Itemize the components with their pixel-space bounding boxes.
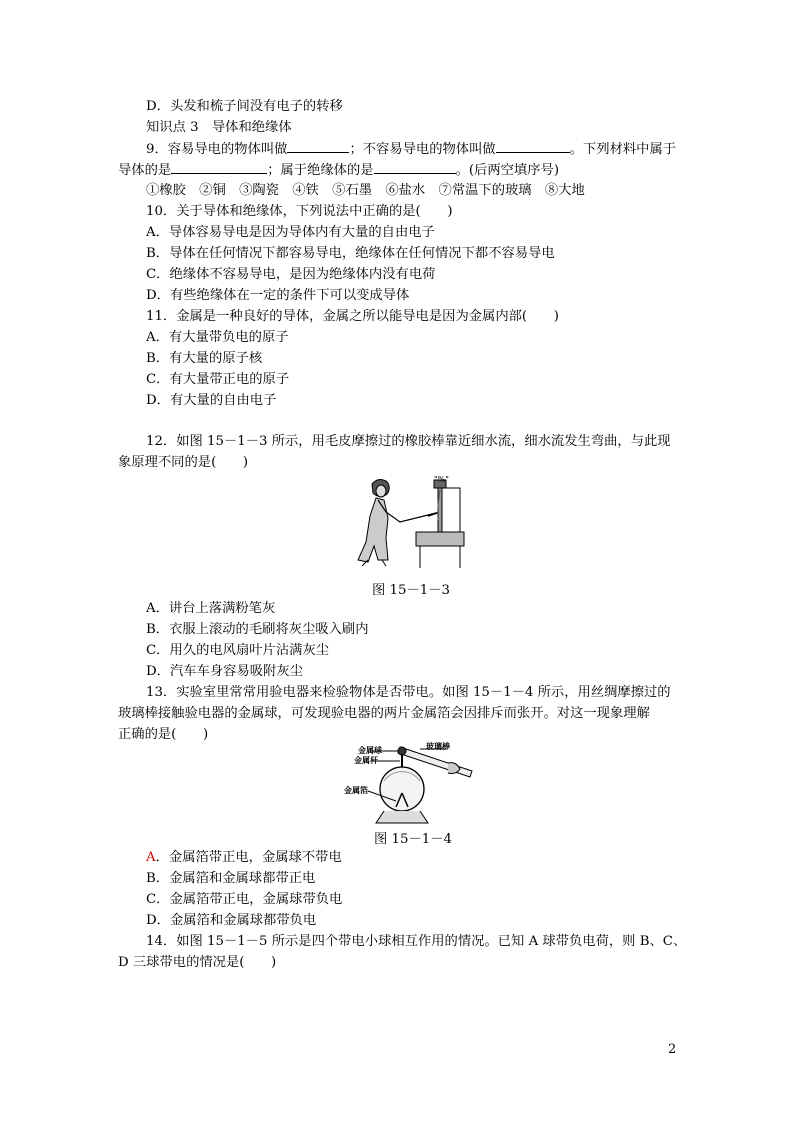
question-10: 10．关于导体和绝缘体，下列说法中正确的是( ): [146, 204, 453, 219]
answer-blank: [374, 159, 456, 174]
option-c: C．有大量带正电的原子: [146, 372, 290, 387]
text: 。(后两空填序号): [455, 163, 560, 178]
text: 。下列材料中属于: [569, 142, 677, 157]
option-letter: A: [146, 850, 156, 865]
option-b: B．导体在任何情况下都容易导电，绝缘体在任何情况下都不容易导电: [146, 246, 555, 261]
figure-electroscope: [344, 741, 480, 827]
label-ball: 金属球: [358, 746, 382, 755]
question-13-line3: 正确的是( ): [118, 727, 209, 742]
option-line: D．头发和梳子间没有电子的转移: [146, 99, 343, 114]
section-heading: 知识点 3 导体和绝缘体: [146, 120, 292, 135]
text: ；不容易导电的物体叫做: [349, 142, 496, 157]
question-13-line2: 玻璃棒接触验电器的金属球，可发现验电器的两片金属箔会因排斥而张开。对这一现象理解: [118, 706, 650, 721]
option-b: B．衣服上滚动的毛刷将灰尘吸入刷内: [146, 622, 369, 637]
text: 9．容易导电的物体叫做: [146, 142, 288, 157]
question-9-line2: [118, 159, 559, 181]
question-12-line1: 12．如图 15－1－3 所示，用毛皮摩擦过的橡胶棒靠近细水流，细水流发生弯曲，与此现: [146, 434, 671, 449]
question-9-line1: [146, 138, 676, 160]
option-a: [146, 847, 342, 868]
option-a: A．导体容易导电是因为导体内有大量的自由电子: [146, 225, 435, 240]
answer-blank: [496, 138, 570, 153]
question-12-line2: 象原理不同的是( ): [118, 455, 249, 470]
label-rod: 金属杆: [354, 756, 378, 765]
option-d: D．有大量的自由电子: [146, 393, 277, 408]
question-14-line2: D 三球带电的情况是( ): [118, 955, 277, 970]
option-d: D．金属箔和金属球都带负电: [146, 913, 317, 928]
option-c: C．绝缘体不容易导电，是因为绝缘体内没有电荷: [146, 267, 436, 282]
label-glass-rod: 玻璃棒: [426, 742, 450, 751]
option-c: C．用久的电风扇叶片沾满灰尘: [146, 643, 330, 658]
answer-blank: [287, 138, 349, 153]
figure-caption: 图 15－1－3: [372, 583, 450, 598]
option-text: ．金属箔带正电，金属球不带电: [155, 850, 342, 865]
text: ；属于绝缘体的是: [267, 163, 374, 178]
option-c: C．金属箔带正电，金属球带负电: [146, 892, 343, 907]
figure-teacher-water-stream: [356, 476, 468, 570]
answer-blank: [171, 159, 267, 174]
option-a: A．讲台上落满粉笔灰: [146, 601, 276, 616]
label-foil: 金属箔: [344, 786, 368, 795]
question-11: 11．金属是一种良好的导体，金属之所以能导电是因为金属内部( ): [146, 309, 559, 324]
page-number: 2: [668, 1042, 677, 1057]
question-13-line1: 13．实验室里常常用验电器来检验物体是否带电。如图 15－1－4 所示，用丝绸摩擦过的: [146, 685, 671, 700]
option-b: B．金属箔和金属球都带正电: [146, 871, 316, 886]
question-14-line1: 14．如图 15－1－5 所示是四个带电小球相互作用的情况。已知 A 球带负电荷，则 B、C、: [146, 934, 687, 949]
text: 导体的是: [118, 163, 172, 178]
tap-label: "%": [434, 476, 449, 484]
figure-caption: 图 15－1－4: [374, 832, 452, 847]
option-b: B．有大量的原子核: [146, 351, 263, 366]
option-d: D．有些绝缘体在一定的条件下可以变成导体: [146, 288, 410, 303]
option-d: D．汽车车身容易吸附灰尘: [146, 664, 303, 679]
option-a: A．有大量带负电的原子: [146, 330, 289, 345]
question-9-materials: ①橡胶 ②铜 ③陶瓷 ④铁 ⑤石墨 ⑥盐水 ⑦常温下的玻璃 ⑧大地: [146, 183, 585, 198]
